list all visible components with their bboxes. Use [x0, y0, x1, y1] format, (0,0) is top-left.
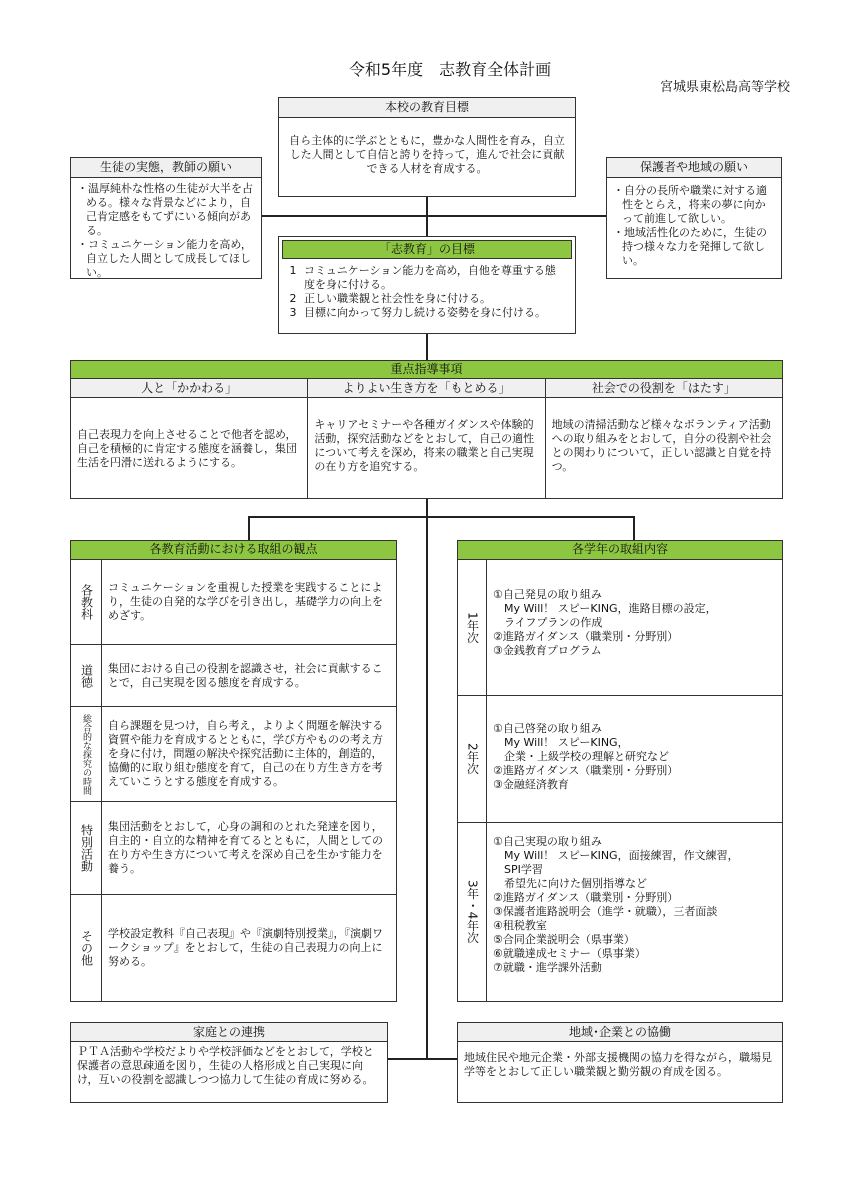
kokoro-goal-item: 2 正しい職業観と社会性を身に付ける。 [289, 292, 491, 305]
focus-table [70, 378, 783, 499]
focus-column-title: よりよい生き方を「もとめる」 [308, 379, 544, 398]
grade-row [458, 560, 782, 696]
grade-item: 希望先に向けた個別指導など [493, 877, 647, 890]
goal-text: 自ら主体的に学ぶとともに，豊かな人間性を育み，自立した人間として自信と誇りを持って，進んで社会に貢献できる人材を育成する。 [278, 117, 576, 197]
activity-row [71, 645, 396, 707]
grade-row [458, 823, 782, 1001]
students-box [70, 177, 262, 279]
kokoro-goal-item: 3 目標に向かって努力し続ける姿勢を身に付ける。 [289, 306, 546, 319]
activity-row-text: 学校設定教科『自己表現』や『演劇特別授業』，『演劇ワークショップ』をとおして，生徒の自己表現力の向上に努める。 [108, 927, 383, 968]
grades-header: 各学年の取組内容 [457, 540, 783, 560]
activities-table [70, 559, 397, 1002]
connector-line [388, 1058, 460, 1060]
grade-row-list [487, 823, 782, 1001]
activity-row-label: 特別活動 [71, 802, 102, 894]
focus-column-text: 自己表現力を向上させることで他者を認め，自己を積極的に肯定する態度を涵養し，集団生活を円滑に送れるようにする。 [77, 428, 297, 469]
grade-item: ③金銭教育プログラム [493, 644, 602, 657]
focus-column-title: 社会での役割を「はたす」 [546, 379, 782, 398]
parents-box [606, 177, 782, 279]
activity-row-label: 総合的な探究の時間 [71, 707, 102, 801]
parents-item: ・ 自分の長所や職業に対する適性をとらえ，将来の夢に向かって前進して欲しい。 [613, 184, 775, 226]
activity-row [71, 707, 396, 802]
grade-item: ①自己発見の取り組み [493, 588, 602, 601]
grade-item: ①自己実現の取り組み [493, 835, 602, 848]
grade-item: SPI学習 [493, 863, 543, 876]
kokoro-goal-item: 1 コミュニケーション能力を高め，自他を尊重する態度を身に付ける。 [289, 264, 556, 291]
activity-row [71, 895, 396, 1001]
activity-row [71, 802, 396, 895]
grade-row-list [487, 560, 782, 695]
grade-item: ⑤合同企業説明会（県事業） [493, 933, 635, 946]
activity-row-text: 集団における自己の役割を認識させ，社会に貢献することで，自己実現を図る態度を育成する。 [108, 661, 383, 689]
grade-item: My Will！ スピーKING，面接練習，作文練習， [493, 849, 739, 862]
students-item: ・ 温厚純朴な性格の生徒が大半を占める。様々な背景などにより，自己肯定感をもてずにいる傾向がある。 [77, 182, 255, 238]
grade-row-label: 1年次 [458, 560, 487, 695]
connector-line [248, 516, 250, 540]
grade-item: ライフプランの作成 [493, 616, 603, 629]
page-title: 令和5年度 志教育全体計画 [348, 60, 552, 79]
grade-item: ②進路ガイダンス（職業別・分野別） [493, 891, 679, 904]
grade-row-list [487, 696, 782, 822]
family-header: 家庭との連携 [70, 1022, 388, 1042]
activity-row-text: コミュニケーションを重視した授業を実践することにより，生徒の自発的な学びを引き出し，基礎学力の向上をめざす。 [108, 581, 383, 622]
grade-item: ①自己啓発の取り組み [493, 722, 602, 735]
grade-item: ③金融経済教育 [493, 778, 569, 791]
family-text: ＰＴＡ活動や学校だよりや学校評価などをとおして，学校と保護者の意思疎通を図り，生徒の人格形成と自己実現に向け，互いの役割を認識しつつ協力して生徒の育成に努める。 [70, 1041, 388, 1103]
grade-item: ⑥就職達成セミナー（県事業） [493, 947, 646, 960]
connector-line [633, 516, 635, 540]
grade-item: ②進路ガイダンス（職業別・分野別） [493, 764, 679, 777]
parents-header: 保護者や地域の願い [606, 157, 782, 178]
kokoro-goal-box [278, 236, 576, 334]
focus-column-text: キャリアセミナーや各種ガイダンスや体験的活動，探究活動などをとおして，自己の適性について考えを深め，将来の職業と自己実現の在り方を追究する。 [314, 418, 535, 473]
grade-item: ②進路ガイダンス（職業別・分野別） [493, 630, 679, 643]
grade-item: ⑦就職・進学課外活動 [493, 961, 602, 974]
activity-row-label: その他 [71, 895, 102, 1001]
kokoro-goal-header: 「志教育」の目標 [282, 240, 572, 259]
community-header: 地域･企業との協働 [457, 1022, 783, 1042]
activity-row-label: 道徳 [71, 645, 102, 706]
focus-column [308, 379, 545, 498]
focus-column-text: 地域の清掃活動など様々なボランティア活動への取り組みをとおして，自分の役割や社会との関わりについて，正しい認識と自覚を持つ。 [551, 418, 772, 473]
focus-column-title: 人と「かかわる」 [71, 379, 307, 398]
grade-item: ④租税教室 [493, 919, 547, 932]
community-text: 地域住民や地元企業・外部支援機関の協力を得ながら，職場見学等をとおして正しい職業観と勤労観の育成を図る。 [457, 1041, 783, 1103]
grade-item: ③保護者進路説明会（進学・就職），三者面談 [493, 905, 718, 918]
connector-line [262, 215, 606, 217]
focus-column [71, 379, 308, 498]
parents-item: ・ 地域活性化のために，生徒の持つ様々な力を発揮して欲しい。 [613, 226, 775, 268]
grade-item: My Will！ スピーKING，進路目標の設定， [493, 602, 717, 615]
grade-item: My Will！ スピーKING， [493, 736, 629, 749]
grade-row-label: 2年次 [458, 696, 487, 822]
activities-header: 各教育活動における取組の観点 [70, 540, 397, 560]
grade-row-label: 3年・4年次 [458, 823, 487, 1001]
students-item: ・ コミュニケーション能力を高め，自立した人間として成長してほしい。 [77, 238, 255, 280]
goal-header: 本校の教育目標 [278, 97, 576, 118]
grade-row [458, 696, 782, 823]
focus-column [546, 379, 782, 498]
activity-row-label: 各教科 [71, 560, 102, 644]
grades-table [457, 559, 783, 1002]
activity-row-text: 集団活動をとおして，心身の調和のとれた発達を図り，自主的・自立的な精神を育てるとともに，人間としての在り方や生き方について考えを深め自己を生かす能力を養う。 [108, 820, 383, 875]
connector-line [426, 498, 428, 1060]
students-header: 生徒の実態，教師の願い [70, 157, 262, 178]
activity-row-text: 自ら課題を見つけ，自ら考え，よりよく問題を解決する資質や能力を育成するとともに，学び方やものの考え方を身に付け，問題の解決や探究活動に主体的，創造的，協働的に取り組む態度を育て，自己の在り方生き方を考えていこうとする態度を育成する。 [108, 719, 384, 788]
connector-line [426, 330, 428, 360]
grade-item: 企業・上級学校の理解と研究など [493, 750, 669, 763]
focus-header: 重点指導事項 [70, 360, 783, 379]
activity-row [71, 560, 396, 645]
connector-line [248, 516, 635, 518]
school-name: 宮城県東松島高等学校 [659, 80, 790, 95]
